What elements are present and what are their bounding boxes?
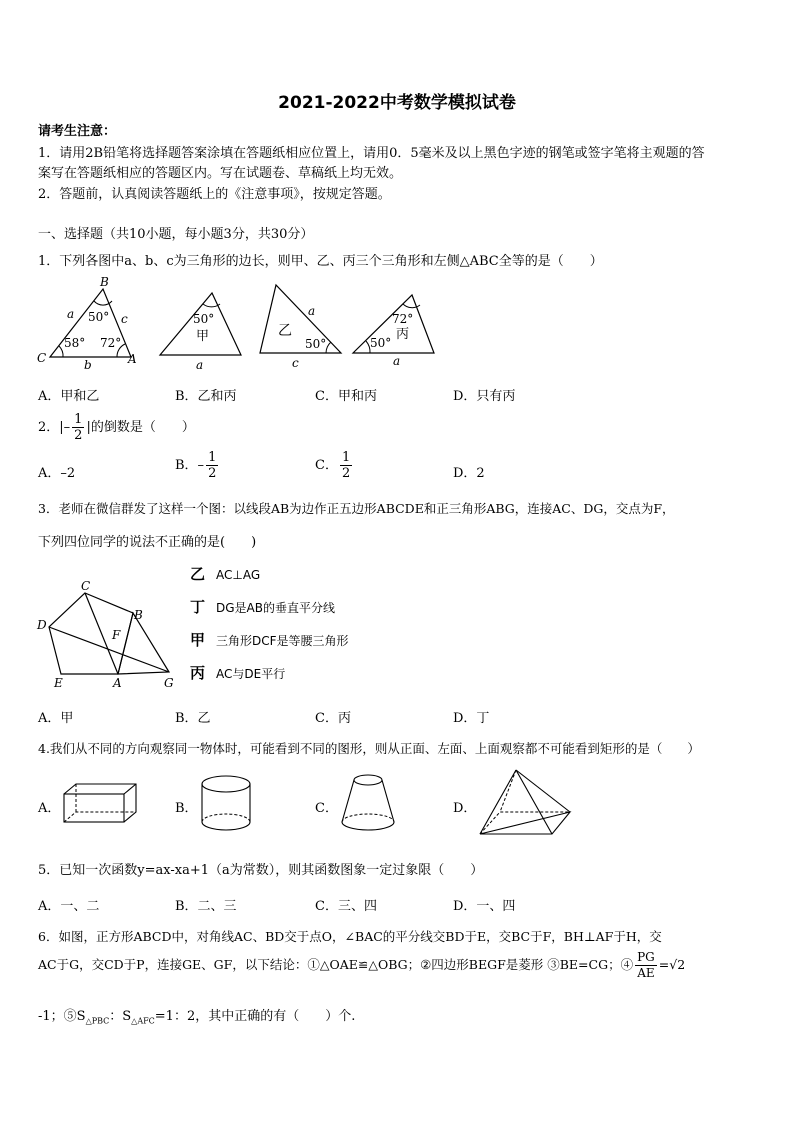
label-angle-58: 58° (64, 336, 86, 350)
q4-option-d[interactable]: D． (453, 801, 477, 816)
q3-statement-yi-who: 乙 (190, 565, 206, 583)
q3-option-a[interactable]: A．甲 (38, 711, 74, 726)
label-angle-72: 72° (100, 336, 122, 350)
q4-option-b[interactable]: B． (175, 801, 198, 816)
q2-optc-den: 2 (341, 466, 351, 481)
triangle-yi (260, 285, 341, 353)
q3-label-D: D (37, 618, 47, 632)
q1-option-a[interactable]: A．甲和乙 (38, 389, 100, 404)
q5-option-c[interactable]: C．三、四 (315, 899, 377, 914)
q6-line-1: 6．如图，正方形ABCD中，对角线AC、BD交于点O，∠BAC的平分线交BD于E，交BC于F，BH⊥AF于H，交 (38, 929, 662, 944)
page-title: 2021-2022中考数学模拟试卷 (278, 93, 516, 113)
q1-figure (30, 273, 450, 373)
label-A: A (128, 352, 137, 366)
q4-frustum-figure (338, 772, 398, 834)
q3-option-d[interactable]: D．丁 (453, 711, 490, 726)
q3-option-c[interactable]: C．丙 (315, 711, 351, 726)
q3-stem-line-2: 下列四位同学的说法不正确的是( ) (38, 535, 257, 550)
q3-label-A: A (113, 676, 122, 690)
q4-cylinder-figure (198, 774, 258, 834)
q2-optb-fraction (206, 450, 218, 481)
q6-sub-afc: △AFC (131, 1016, 155, 1026)
q3-label-B: B (134, 608, 143, 622)
q2-frac-den: 2 (74, 428, 83, 443)
yi-label: 乙 (278, 323, 292, 339)
q3-label-F: F (112, 628, 121, 642)
q1-option-c[interactable]: C．甲和丙 (315, 389, 377, 404)
q2-frac-num: 1 (74, 412, 83, 427)
q2-option-a[interactable]: A．–2 (38, 466, 76, 481)
q5-option-a[interactable]: A．一、二 (38, 899, 100, 914)
q3-statement-jia-text: 三角形DCF是等腰三角形 (216, 634, 349, 648)
q6-fraction (635, 950, 657, 981)
q6-sub-pbc: △PBC (85, 1016, 110, 1026)
notice-heading: 请考生注意： (38, 124, 117, 139)
q2-optb-prefix: B．– (175, 458, 205, 473)
q6-equals: = (658, 957, 670, 972)
q2-optc-num: 1 (341, 450, 351, 465)
q3-statement-ding-text: DG是AB的垂直平分线 (216, 601, 335, 615)
notice-item-1-line-2: 案写在答题纸相应的答题区内。写在试题卷、草稿纸上均无效。 (38, 166, 403, 181)
q2-option-c[interactable] (315, 450, 354, 481)
triangle-abg (118, 613, 169, 674)
q3-statement-bing-text: AC与DE平行 (216, 667, 286, 681)
q2-suffix: |的倒数是（ ） (86, 420, 195, 435)
q6-line-3 (38, 1005, 355, 1026)
jia-label: 甲 (196, 329, 210, 344)
q1-stem: 1．下列各图中a、b、c为三角形的边长，则甲、乙、丙三个三角形和左侧△ABC全等的是（ ） (38, 254, 603, 269)
yi-side-c: c (292, 356, 299, 370)
q2-prefix: 2．|– (38, 420, 71, 435)
yi-angle: 50° (305, 337, 327, 351)
q3-statement-jia (190, 629, 349, 650)
q2-fraction (72, 412, 84, 443)
q3-statement-jia-who: 甲 (190, 631, 206, 649)
q4-cuboid-figure (62, 782, 142, 827)
bing-angle-top: 72° (392, 312, 414, 326)
q3-figure (30, 575, 180, 690)
q3-label-E: E (54, 676, 63, 690)
notice-item-2: 2．答题前，认真阅读答题纸上的《注意事项》，按规定答题。 (38, 187, 391, 202)
q1-option-d[interactable]: D．只有丙 (453, 389, 516, 404)
q6-line-3-a: -1；⑤S (38, 1009, 86, 1024)
bing-label: 丙 (396, 327, 410, 342)
q1-option-b[interactable]: B．乙和丙 (175, 389, 237, 404)
q6-line-3-b: ：S (109, 1009, 132, 1024)
q3-statement-bing (190, 662, 285, 683)
q3-statement-ding (190, 596, 335, 617)
q2-option-d[interactable]: D．2 (453, 466, 485, 481)
q4-stem: 4.我们从不同的方向观察同一物体时，可能看到不同的图形，则从正面、左面、上面观察都不可能看到矩形的是（ ） (38, 741, 700, 756)
q6-frac-den: AE (637, 966, 655, 980)
bing-angle: 50° (370, 336, 392, 350)
q3-statement-yi (190, 563, 260, 584)
q4-option-c[interactable]: C． (315, 801, 338, 816)
q3-stem-line-1: 3．老师在微信群发了这样一个图：以线段AB为边作正五边形ABCDE和正三角形ABG，连接AC、DG，交点为F， (38, 501, 675, 516)
q6-sqrt: √2 (669, 957, 686, 972)
jia-angle: 50° (193, 312, 215, 326)
q2-optb-num: 1 (208, 450, 217, 465)
q2-optc-fraction (340, 450, 352, 481)
q6-line-2-text: AC于G，交CD于P，连接GE、GF，以下结论：①△OAE≌△OBG；②四边形BEGF是菱形 ③BE=CG；④ (38, 957, 634, 972)
q3-statement-bing-who: 丙 (190, 664, 206, 682)
q5-stem: 5．已知一次函数y=ax-xa+1（a为常数），则其函数图象一定过象限（ ） (38, 863, 484, 878)
q2-stem (38, 412, 195, 443)
q4-pyramid-figure (476, 768, 576, 838)
q3-option-b[interactable]: B．乙 (175, 711, 211, 726)
jia-side: a (196, 358, 204, 372)
q3-statement-yi-text: AC⊥AG (216, 568, 261, 582)
q5-option-b[interactable]: B．二、三 (175, 899, 237, 914)
label-angle-50: 50° (88, 310, 110, 324)
section-heading: 一、选择题（共10小题，每小题3分，共30分） (38, 227, 314, 242)
q6-frac-num: PG (637, 950, 655, 964)
q2-optc-prefix: C． (315, 458, 338, 473)
label-b: b (84, 358, 92, 372)
yi-side-a: a (308, 304, 316, 318)
q3-statement-ding-who: 丁 (190, 598, 206, 616)
q6-line-2 (38, 950, 685, 981)
label-C: C (37, 351, 47, 365)
q3-label-G: G (164, 676, 174, 690)
notice-item-1-line-1: 1．请用2B铅笔将选择题答案涂填在答题纸相应位置上，请用0．5毫米及以上黑色字迹的钢笔或签字笔将主观题的答 (38, 146, 705, 161)
q3-label-C: C (81, 579, 91, 593)
label-B: B (100, 275, 109, 289)
q6-line-3-c: =1：2，其中正确的有（ ）个. (154, 1009, 356, 1024)
label-a: a (67, 307, 75, 321)
q5-option-d[interactable]: D．一、四 (453, 899, 516, 914)
q2-option-b[interactable] (175, 450, 220, 481)
q2-optb-den: 2 (208, 466, 217, 481)
label-c: c (121, 312, 128, 326)
bing-side: a (393, 354, 401, 368)
q4-option-a[interactable]: A． (38, 801, 61, 816)
